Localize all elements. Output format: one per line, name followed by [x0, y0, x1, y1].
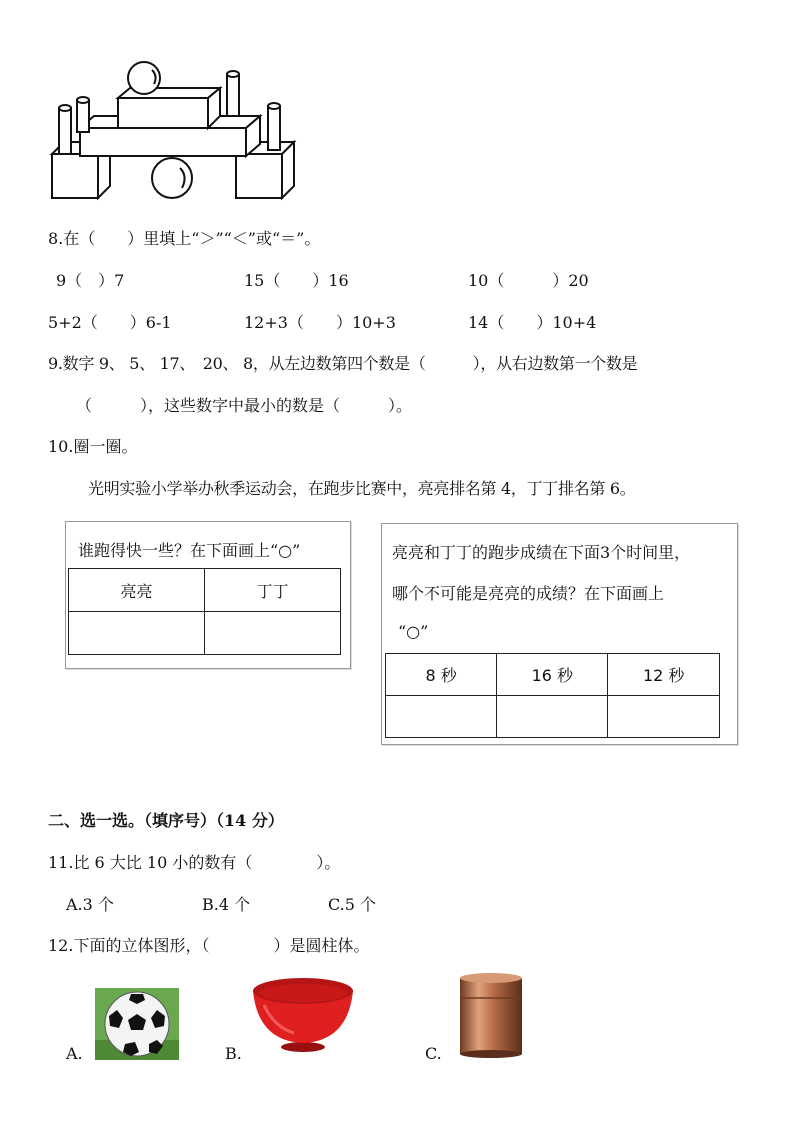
- q10-title: 10.圈一圈。: [48, 437, 138, 456]
- q11-option-c[interactable]: C.5 个: [328, 895, 377, 914]
- header-16-seconds: 16 秒: [497, 654, 608, 696]
- q10-box2-prompt-line2: 哪个不可能是亮亮的成绩？在下面画上: [392, 584, 665, 603]
- q12-title[interactable]: 12.下面的立体图形，（ ）是圆柱体。: [48, 936, 370, 955]
- q8-r1-c2[interactable]: 15（ ）16: [244, 271, 349, 290]
- section2-title: 二、选一选。（填序号）（14 分）: [48, 811, 284, 830]
- q12-option-c-label[interactable]: C.: [425, 1044, 442, 1063]
- header-liangliang: 亮亮: [69, 569, 205, 612]
- q10-box2-table: [385, 653, 720, 738]
- q12-option-b-label[interactable]: B.: [225, 1044, 242, 1063]
- building-blocks-illustration: [48, 58, 300, 204]
- answer-cell-dingding[interactable]: [205, 612, 341, 655]
- header-8-seconds: 8 秒: [386, 654, 497, 696]
- q8-r1-c3[interactable]: 10（ ）20: [468, 271, 589, 290]
- q11-title[interactable]: 11.比 6 大比 10 小的数有（ ）。: [48, 853, 341, 872]
- q8-r1-c1[interactable]: 9（ ）7: [56, 271, 125, 290]
- q10-intro: 光明实验小学举办秋季运动会，在跑步比赛中，亮亮排名第 4，丁丁排名第 6。: [88, 479, 636, 498]
- q8-r2-c2[interactable]: 12+3（ ）10+3: [244, 313, 396, 332]
- q8-r2-c1[interactable]: 5+2（ ）6-1: [48, 313, 172, 332]
- header-dingding: 丁丁: [205, 569, 341, 612]
- q11-option-a[interactable]: A.3 个: [66, 895, 114, 914]
- answer-cell-12[interactable]: [608, 696, 720, 738]
- q10-box1-prompt: 谁跑得快一些？在下面画上“○”: [78, 541, 301, 560]
- answer-cell-liangliang[interactable]: [69, 612, 205, 655]
- q11-option-b[interactable]: B.4 个: [202, 895, 251, 914]
- answer-cell-16[interactable]: [497, 696, 608, 738]
- copper-canister-image[interactable]: [456, 970, 526, 1060]
- q8-r2-c3[interactable]: 14（ ）10+4: [468, 313, 597, 332]
- red-bowl-image[interactable]: [250, 975, 356, 1055]
- answer-cell-8[interactable]: [386, 696, 497, 738]
- q8-title: 8.在（ ）里填上“＞”“＜”或“＝”。: [48, 229, 321, 248]
- q10-box2-prompt-line1: 亮亮和丁丁的跑步成绩在下面3个时间里，: [392, 543, 691, 562]
- soccer-ball-image[interactable]: [95, 988, 179, 1060]
- q9-line2[interactable]: （ ），这些数字中最小的数是（ ）。: [76, 396, 413, 415]
- q12-option-a-label[interactable]: A.: [66, 1044, 83, 1063]
- header-12-seconds: 12 秒: [608, 654, 720, 696]
- q10-box2-prompt-line3: “○”: [398, 622, 429, 641]
- q10-box1-table: [68, 568, 341, 655]
- q9-line1[interactable]: 9.数字 9、 5、 17、 20、 8，从左边数第四个数是（ ），从右边数第一个数是: [48, 354, 638, 373]
